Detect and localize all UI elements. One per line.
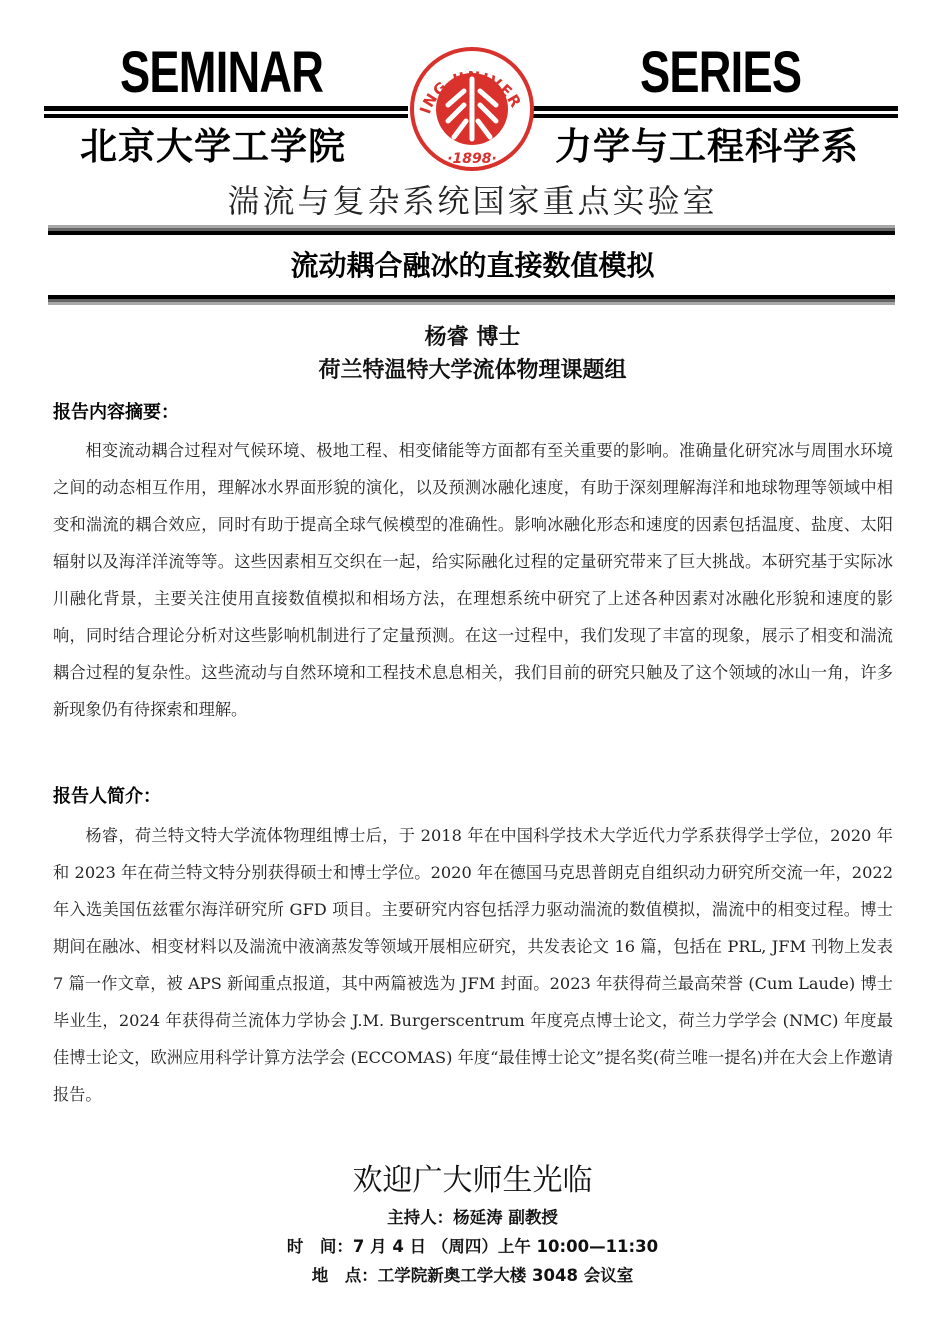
lab-name: 湍流与复杂系统国家重点实验室 bbox=[227, 182, 718, 220]
header-rule-left-top bbox=[44, 106, 408, 111]
svg-text:·1898·: ·1898· bbox=[447, 151, 497, 167]
time-info: 时 间：7 月 4 日 （周四）上午 10:00—11:30 bbox=[286, 1237, 659, 1256]
bio-heading: 报告人简介： bbox=[53, 786, 161, 807]
svg-text:PEKING UNIVERSITY: ING UNIVER bbox=[416, 67, 526, 117]
header-rule-left-bottom bbox=[44, 114, 408, 118]
logo-seal-icon bbox=[408, 43, 536, 173]
abstract-heading: 报告内容摘要： bbox=[53, 402, 179, 423]
department-name: 力学与工程科学系 bbox=[555, 125, 859, 168]
peking-university-logo bbox=[408, 43, 536, 173]
host-info: 主持人：杨延涛 副教授 bbox=[387, 1208, 558, 1227]
title-bar-top-dark bbox=[48, 231, 895, 235]
speaker-name: 杨睿 博士 bbox=[424, 325, 521, 350]
series-word: SERIES bbox=[640, 40, 802, 105]
place-info: 地 点：工学院新奥工学大楼 3048 会议室 bbox=[311, 1266, 634, 1285]
title-bar-bottom-light bbox=[48, 302, 895, 305]
talk-title: 流动耦合融冰的直接数值模拟 bbox=[290, 249, 655, 282]
header-rule-right-top bbox=[530, 106, 898, 111]
seminar-word: SEMINAR bbox=[120, 40, 324, 105]
abstract-text: 相变流动耦合过程对气候环境、极地工程、相变储能等方面都有至关重要的影响。准确量化研究冰与周围水环境之间的动态相互作用，理解冰水界面形貌的演化，以及预测冰融化速度，有助于深刻理解海洋和地球物理等领域中相变和湍流的耦合效应，同时有助于提高全球气候模型的准确性。影响冰融化形态和速度的因素包括温度、盐度、太阳辐射以及海洋洋流等等。这些因素相互交织在一起，给实际融化过程的定量研究带来了巨大挑战。本研究基于实际冰川融化背景，主要关注使用直接数值模拟和相场方法，在理想系统中研究了上述各种因素对冰融化形貌和速度的影响，同时结合理论分析对这些影响机制进行了定量预测。在这一过程中，我们发现了丰富的现象，展示了相变和湍流耦合过程的复杂性。这些流动与自然环境和工程技术息息相关，我们目前的研究只触及了这个领域的冰山一角，许多新现象仍有待探索和理解。 bbox=[53, 441, 893, 719]
speaker-affiliation: 荷兰特温特大学流体物理课题组 bbox=[318, 358, 627, 383]
welcome-text: 欢迎广大师生光临 bbox=[352, 1163, 593, 1198]
school-name: 北京大学工学院 bbox=[80, 125, 346, 168]
header-rule-right-bottom bbox=[530, 114, 898, 118]
bio-text: 杨睿，荷兰特文特大学流体物理组博士后，于 2018 年在中国科学技术大学近代力学系获得学士学位，2020 年和 2023 年在荷兰特文特分别获得硕士和博士学位。2020 年在德国马克思普朗克自组织动力研究所交流一年，2022 年入选美国伍兹霍尔海洋研究所 GFD 项目。主要研究内容包括浮力驱动湍流的数值模拟，湍流中的相变过程。博士期间在融冰、相变材料以及湍流中液滴蒸发等领域开展相应研究，共发表论文 16 篇，包括在 PRL, JFM 刊物上发表 7 篇一作文章，被 APS 新闻重点报道，其中两篇被选为 JFM 封面。2023 年获得荷兰最高荣誉 (Cum Laude) 博士毕业生，2024 年获得荷兰流体力学协会 J.M. Burgerscentrum 年度亮点博士论文，荷兰力学学会 (NMC) 年度最佳博士论文，欧洲应用科学计算方法学会 (ECCOMAS) 年度“最佳博士论文”提名奖(荷兰唯一提名)并在大会上作邀请报告。 bbox=[53, 826, 893, 1104]
